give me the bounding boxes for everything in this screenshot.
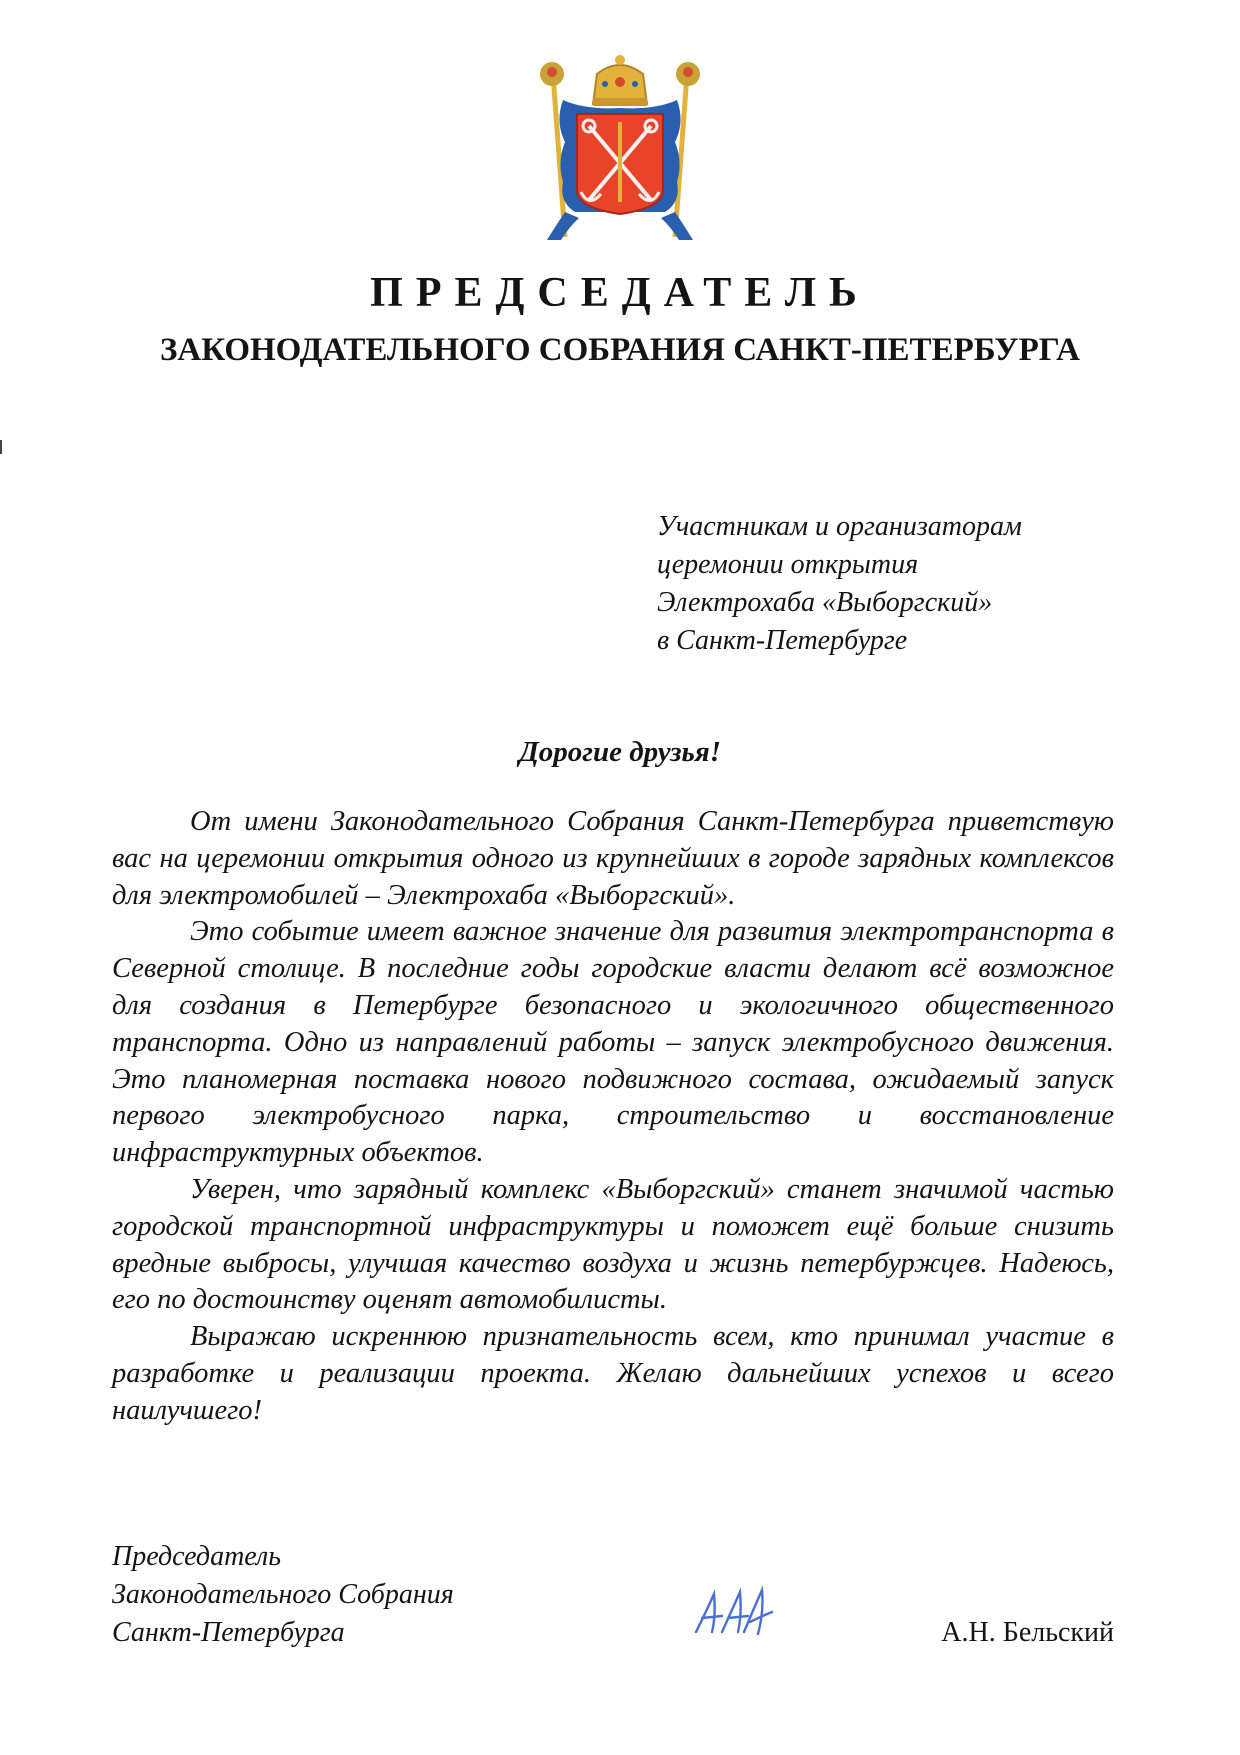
greeting: Дорогие друзья! bbox=[518, 736, 722, 768]
body-paragraph: Уверен, что зарядный комплекс «Выборгский» станет значимой частью городской транспортной инфраструктуры и поможет ещё больше снизить вредные выбросы, улучшая качество воздуха и жизнь петербуржцев. Надеюсь, его по достоинству оценят автомобилисты. bbox=[112, 1173, 1114, 1316]
signatory-position-line: Председатель bbox=[112, 1541, 281, 1572]
signatory-position bbox=[112, 1538, 454, 1652]
coat-of-arms-icon bbox=[535, 52, 705, 250]
signatory-name: А.Н. Бельский bbox=[941, 1617, 1114, 1648]
addressee-line: Электрохаба «Выборгский» bbox=[657, 587, 993, 618]
signatory-position-line: Законодательного Собрания bbox=[112, 1579, 454, 1610]
signature-icon bbox=[692, 1582, 776, 1640]
body-paragraph: Выражаю искреннюю признательность всем, кто принимал участие в разработке и реализации проекта. Желаю дальнейших успехов и всего наилучшего! bbox=[112, 1321, 1114, 1426]
scan-edge-mark bbox=[0, 440, 2, 454]
addressee-line: церемонии открытия bbox=[657, 549, 919, 580]
letterhead-title: ПРЕДСЕДАТЕЛЬ bbox=[370, 270, 870, 316]
body-paragraph: Это событие имеет важное значение для развития электротранспорта в Северной столице. В последние годы городские власти делают всё возможное для создания в Петербурге безопасного и экологичного общественного транспорта. Одно из направлений работы – запуск электробусного движения. Это планомерная поставка нового подвижного состава, ожидаемый запуск первого электробусного парка, строительство и восстановление инфраструктурных объектов. bbox=[112, 916, 1114, 1169]
letterhead-subtitle: ЗАКОНОДАТЕЛЬНОГО СОБРАНИЯ САНКТ-ПЕТЕРБУРГА bbox=[159, 332, 1081, 368]
body-paragraph: От имени Законодательного Собрания Санкт-Петербурга приветствую вас на церемонии открытия одного из крупнейших в городе зарядных комплексов для электромобилей – Электрохаба «Выборгский». bbox=[112, 806, 1114, 911]
addressee-line: Участникам и организаторам bbox=[657, 511, 1022, 542]
addressee-block bbox=[657, 508, 1177, 660]
addressee-line: в Санкт-Петербурге bbox=[657, 625, 908, 656]
signatory-position-line: Санкт-Петербурга bbox=[112, 1617, 345, 1648]
letter-body bbox=[112, 804, 1114, 1430]
